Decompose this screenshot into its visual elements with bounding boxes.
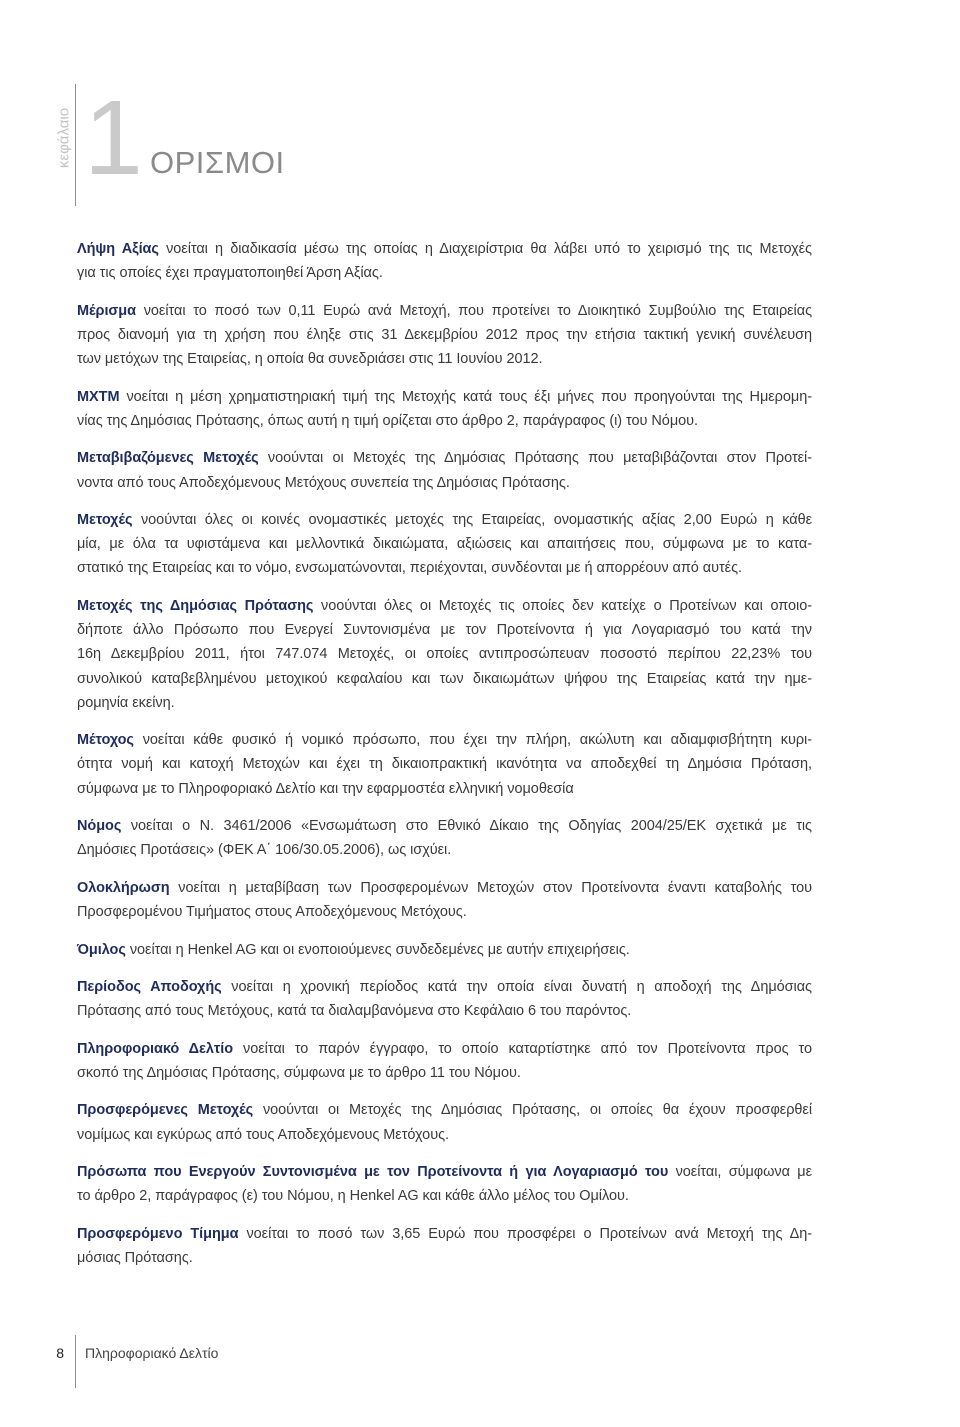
definition-metavivazomenes-metoxes — [77, 446, 812, 494]
definition-line — [77, 508, 812, 532]
chapter-label: κεφάλαιο — [55, 107, 73, 169]
definition-text: νοούνται όλες οι κοινές ονομαστικές μετοχές της Εταιρείας, ονομαστικής αξίας 2,00 Ευρώ η κάθε — [140, 512, 812, 529]
definition-line — [77, 532, 812, 556]
definition-text: νοούνται όλες οι Μετοχές τις οποίες δεν κατείχε ο Προτείνων και οποιο- — [321, 597, 812, 614]
defined-term: Μέτοχος — [77, 732, 134, 749]
definition-text: νοείται το ποσό των 0,11 Ευρώ ανά Μετοχή, που προτείνει το Διοικητικό Συμβούλιο της Εταιρείας — [143, 302, 813, 319]
definition-mxtm — [77, 385, 812, 433]
definition-line — [77, 409, 812, 433]
definition-line — [77, 975, 812, 999]
definition-text: σκοπό της Δημόσιας Πρότασης, σύμφωνα με το άρθρο 11 του Νόμου. — [77, 1064, 521, 1081]
definition-line — [77, 691, 812, 715]
definition-line — [77, 667, 812, 691]
definition-line — [77, 1246, 812, 1270]
defined-term: Προσφερόμενο Τίμημα — [77, 1225, 239, 1242]
definition-text: νοούνται οι Μετοχές της Δημόσιας Πρότασης που μεταβιβάζονται στον Προτεί- — [267, 450, 812, 467]
definitions-list — [77, 237, 812, 1284]
definition-text: νοείται η μεταβίβαση των Προσφερομένων Μετοχών στον Προτείνοντα έναντι καταβολής του — [178, 879, 812, 896]
definition-text: στατικό της Εταιρείας και το νόμο, ενσωματώνονται, περιέχονται, συνδέονται με ή απορρέουν από αυτές. — [77, 560, 743, 577]
definition-text: Προσφερομένου Τιμήματος στους Αποδεχόμενους Μετόχους. — [77, 904, 467, 921]
definition-text: το άρθρο 2, παράγραφος (ε) του Νόμου, η Henkel AG και κάθε άλλο μέλος του Ομίλου. — [77, 1188, 629, 1205]
definition-line — [77, 299, 812, 323]
definition-line — [77, 728, 812, 752]
definition-omilos — [77, 938, 812, 962]
definition-periodos-apodoxis — [77, 975, 812, 1023]
defined-term: Πληροφοριακό Δελτίο — [77, 1040, 234, 1057]
definition-line — [77, 261, 812, 285]
definition-line — [77, 1061, 812, 1085]
definition-text: μόσιας Πρότασης. — [77, 1250, 193, 1267]
definition-line — [77, 323, 812, 347]
chapter-title: ΟΡΙΣΜΟΙ — [150, 145, 285, 180]
definition-line — [77, 838, 812, 862]
definition-text: συνολικού καταβεβλημένου μετοχικού κεφαλαίου και των δικαιωμάτων ψήφου της Εταιρείας κατά την ημε- — [77, 670, 812, 687]
definition-text: νοείται η διαδικασία μέσω της οποίας η Διαχειρίστρια θα λάβει υπό το χειρισμό της τις Μετοχές — [166, 241, 812, 257]
definition-text: νοείται το παρόν έγγραφο, το οποίο καταρτίστηκε από τον Προτείνοντα προς το — [243, 1040, 813, 1057]
defined-term: Μεταβιβαζόμενες Μετοχές — [77, 450, 259, 467]
definition-nomos — [77, 814, 812, 862]
definition-metoxes — [77, 508, 812, 581]
definition-prosopa-syntonismena — [77, 1160, 812, 1208]
definition-text: σύμφωνα με το Πληροφοριακό Δελτίο και την εφαρμοστέα ελληνική νομοθεσία — [77, 780, 574, 797]
definition-line — [77, 642, 812, 666]
defined-term: ΜΧΤΜ — [77, 388, 120, 405]
definition-line — [77, 938, 812, 962]
definition-line — [77, 446, 812, 470]
definition-text: ότητα νομή και κατοχή Μετοχών και έχει τη δικαιοπρακτική ικανότητα να αποδεχθεί τη Δημόσια Πρόταση, — [77, 756, 812, 773]
definition-line — [77, 814, 812, 838]
definition-line — [77, 752, 812, 776]
defined-term: Λήψη Αξίας — [77, 241, 159, 257]
definition-text: ρομηνία εκείνη. — [77, 694, 175, 711]
header-divider — [75, 84, 76, 206]
definition-text: νομίμως και εγκύρως από τους Αποδεχόμενους Μετόχους. — [77, 1126, 449, 1143]
footer-document-title: Πληροφοριακό Δελτίο — [85, 1345, 219, 1361]
definition-prosferomeno-timima — [77, 1222, 812, 1270]
definition-line — [77, 777, 812, 801]
definition-line — [77, 1123, 812, 1147]
page-number: 8 — [56, 1345, 64, 1361]
definition-oloklirosi — [77, 876, 812, 924]
defined-term: Περίοδος Αποδοχής — [77, 979, 222, 996]
definition-text: 16η Δεκεμβρίου 2011, ήτοι 747.074 Μετοχές, οι οποίες αντιπροσώπευαν ποσοστό περίπου 22,23% του — [77, 646, 812, 663]
definition-line — [77, 1160, 812, 1184]
defined-term: Μέρισμα — [77, 302, 136, 319]
defined-term: Μετοχές της Δημόσιας Πρότασης — [77, 597, 314, 614]
definition-text: δήποτε άλλο Πρόσωπο που Ενεργεί Συντονισμένα με τον Προτείνοντα ή για Λογαριασμό του κατά την — [77, 622, 812, 639]
chapter-number: 1 — [84, 79, 143, 197]
definition-text: νοείται η χρονική περίοδος κατά την οποία είναι δυνατή η αποδοχή της Δημόσιας — [231, 979, 812, 996]
definition-text: των μετόχων της Εταιρείας, η οποία θα συνεδριάσει στις 11 Ιουνίου 2012. — [77, 351, 543, 368]
definition-line — [77, 999, 812, 1023]
definition-line — [77, 594, 812, 618]
definition-line — [77, 618, 812, 642]
definition-text: νοείται η μέση χρηματιστηριακή τιμή της Μετοχής κατά τους έξι μήνες που προηγούνται της Ημερομη- — [126, 388, 812, 405]
definition-line — [77, 1184, 812, 1208]
definition-text: νοείται η Henkel AG και οι ενοποιούμενες συνδεδεμένες με αυτήν επιχειρήσεις. — [129, 941, 630, 958]
definition-text: νοείται κάθε φυσικό ή νομικό πρόσωπο, που έχει την πλήρη, ακώλυτη και αδιαμφισβήτητη κυρι- — [142, 732, 812, 749]
defined-term: Νόμος — [77, 818, 122, 835]
footer-divider — [75, 1335, 76, 1388]
definition-prosferomenes-metoxes — [77, 1098, 812, 1146]
definition-text: για τις οποίες έχει πραγματοποιηθεί Άρση Αξίας. — [77, 265, 383, 282]
defined-term: Προσφερόμενες Μετοχές — [77, 1102, 254, 1119]
defined-term: Όμιλος — [77, 941, 126, 958]
definition-text: μία, με όλα τα υφιστάμενα και μελλοντικά δικαιώματα, αξιώσεις και απαιτήσεις που, σύμφωνα με το κατα- — [77, 536, 812, 553]
definition-lipsi-axias — [77, 237, 812, 285]
defined-term: Μετοχές — [77, 512, 133, 529]
definition-text: νοείται ο Ν. 3461/2006 «Ενσωμάτωση στο Εθνικό Δίκαιο της Οδηγίας 2004/25/ΕΚ σχετικά με τις — [130, 818, 812, 835]
definition-line — [77, 876, 812, 900]
definition-line — [77, 347, 812, 371]
definition-line — [77, 471, 812, 495]
definition-text: Δημόσιες Προτάσεις» (ΦΕΚ Α΄ 106/30.05.2006), ως ισχύει. — [77, 842, 452, 859]
definition-text: Πρότασης από τους Μετόχους, κατά τα διαλαμβανόμενα στο Κεφάλαιο 6 του παρόντος. — [77, 1003, 632, 1020]
definition-line — [77, 900, 812, 924]
definition-text: νοείται το ποσό των 3,65 Ευρώ που προσφέρει ο Προτείνων ανά Μετοχή της Δη- — [246, 1225, 812, 1242]
definition-line — [77, 385, 812, 409]
definition-metoxes-dimosias-protasis — [77, 594, 812, 715]
definition-merisma — [77, 299, 812, 372]
definition-text: νοντα από τους Αποδεχόμενους Μετόχους συνεπεία της Δημόσιας Πρότασης. — [77, 474, 570, 491]
definition-metoxos — [77, 728, 812, 801]
defined-term: Πρόσωπα που Ενεργούν Συντονισμένα με τον Προτείνοντα ή για Λογαριασμό του — [77, 1164, 669, 1181]
definition-text: προς διανομή για τη χρήση που έληξε στις 31 Δεκεμβρίου 2012 προς την ετήσια τακτική γενική συνέλευση — [77, 326, 812, 343]
defined-term: Ολοκλήρωση — [77, 879, 170, 896]
definition-text: νοούνται οι Μετοχές της Δημόσιας Πρότασης, οι οποίες θα έχουν προσφερθεί — [262, 1102, 813, 1119]
definition-line — [77, 1222, 812, 1246]
definition-line — [77, 1098, 812, 1122]
definition-line — [77, 556, 812, 580]
definition-line — [77, 237, 812, 261]
definition-line — [77, 1037, 812, 1061]
definition-text: νοείται, σύμφωνα με — [675, 1164, 812, 1181]
definition-text: νίας της Δημόσιας Πρότασης, όπως αυτή η τιμή ορίζεται στο άρθρο 2, παράγραφος (ι) του Νόμου. — [77, 412, 698, 429]
definition-pliroforiako-deltio — [77, 1037, 812, 1085]
